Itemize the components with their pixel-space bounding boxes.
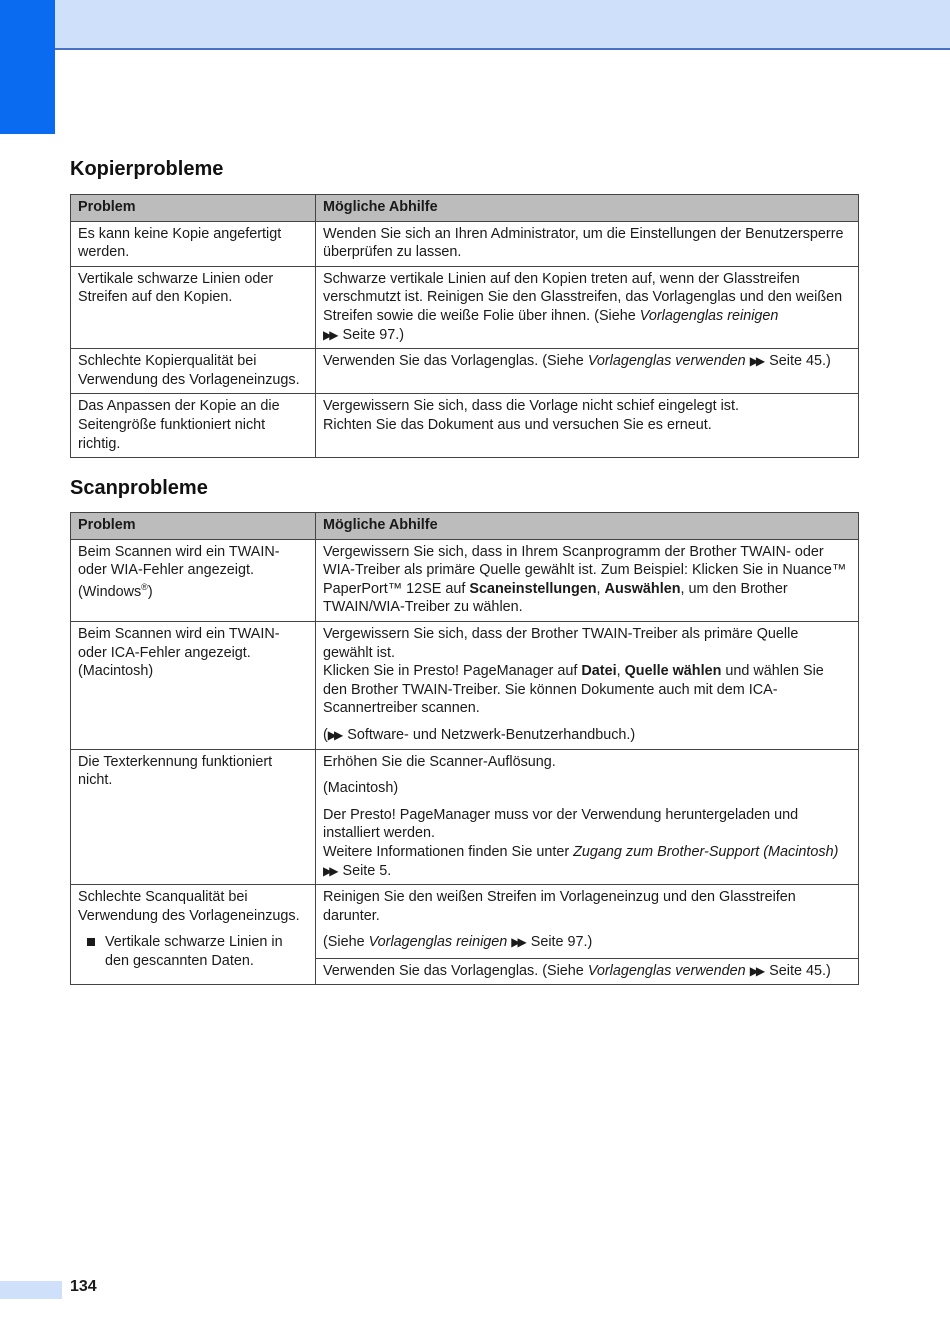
- remedy-cell: Vergewissern Sie sich, dass in Ihrem Scanprogramm der Brother TWAIN- oder WIA-Treiber als primäre Quelle gewählt ist. Zum Beispiel: Klicken Sie in Nuance™ PaperPort™ 12SE auf Scaneinstellungen, Auswählen, um den Brother TWAIN/WIA-Treiber zu wählen.: [316, 539, 859, 621]
- problem-cell: Schlechte Scanqualität bei Verwendung des Vorlageneinzugs. Vertikale schwarze Linien in den gescannten Daten.: [71, 885, 316, 985]
- table-row: [71, 221, 859, 266]
- table-row: [71, 885, 859, 959]
- crossref-link[interactable]: Vorlagenglas reinigen: [639, 307, 779, 324]
- copy-problems-table: [70, 194, 859, 458]
- crossref-link[interactable]: Zugang zum Brother-Support (Macintosh): [573, 843, 839, 860]
- remedy-cell: Vergewissern Sie sich, dass die Vorlage nicht schief eingelegt ist. Richten Sie das Dokument aus und versuchen Sie es erneut.: [316, 394, 859, 458]
- double-arrow-icon: ▶▶: [511, 935, 524, 950]
- crossref-link[interactable]: Vorlagenglas verwenden: [587, 962, 746, 979]
- double-arrow-icon: ▶▶: [749, 354, 763, 369]
- remedy-cell: Schwarze vertikale Linien auf den Kopien treten auf, wenn der Glasstreifen verschmutzt ist. Reinigen Sie den Glasstreifen, das Vorlagenglas und den weißen Streifen sowie die weiße Folie über ihnen. (Siehe Vorlagenglas reinigen ▶▶ Seite 97.): [316, 266, 859, 348]
- manual-reference: Software- und Netzwerk-Benutzerhandbuch.): [347, 726, 636, 743]
- problem-cell: Beim Scannen wird ein TWAIN- oder ICA-Fehler angezeigt. (Macintosh): [71, 621, 316, 749]
- column-header-remedy: Mögliche Abhilfe: [316, 195, 859, 222]
- problem-cell: Schlechte Kopierqualität bei Verwendung des Vorlageneinzugs.: [71, 349, 316, 394]
- remedy-cell: Vergewissern Sie sich, dass der Brother TWAIN-Treiber als primäre Quelle gewählt ist. Klicken Sie in Presto! PageManager auf Datei, Quelle wählen und wählen Sie den Brother TWAIN-Treiber. Sie können Dokumente auch mit dem ICA-Scannertreiber scannen. (▶▶ Software- und Netzwerk-Benutzerhandbuch.): [316, 621, 859, 749]
- table-header-row: [71, 513, 859, 540]
- double-arrow-icon: ▶▶: [749, 963, 763, 978]
- column-header-problem: Problem: [71, 513, 316, 540]
- table-row: [71, 539, 859, 621]
- section-title-scan: Scanprobleme: [70, 477, 208, 499]
- table-row: [71, 749, 859, 885]
- problem-cell: Die Texterkennung funktioniert nicht.: [71, 749, 316, 885]
- page-number: 134: [70, 1278, 97, 1295]
- section-title-copy: Kopierprobleme: [70, 158, 224, 180]
- column-header-remedy: Mögliche Abhilfe: [316, 513, 859, 540]
- remedy-cell: Verwenden Sie das Vorlagenglas. (Siehe Vorlagenglas verwenden ▶▶ Seite 45.): [316, 958, 859, 985]
- double-arrow-icon: ▶▶: [323, 863, 336, 878]
- problem-cell: Das Anpassen der Kopie an die Seitengröße funktioniert nicht richtig.: [71, 394, 316, 458]
- chapter-tab: [0, 0, 55, 134]
- problem-cell: Beim Scannen wird ein TWAIN- oder WIA-Fehler angezeigt. (Windows®): [71, 539, 316, 621]
- double-arrow-icon: ▶▶: [323, 327, 336, 342]
- table-row: [71, 349, 859, 394]
- table-row: [71, 621, 859, 749]
- header-band: [0, 0, 950, 50]
- scan-problems-table: [70, 512, 859, 985]
- table-row: [71, 394, 859, 458]
- crossref-link[interactable]: Vorlagenglas reinigen: [368, 934, 508, 951]
- problem-cell: Es kann keine Kopie angefertigt werden.: [71, 221, 316, 266]
- bullet-square-icon: [87, 938, 95, 946]
- table-header-row: [71, 195, 859, 222]
- page-number-bar: [0, 1281, 62, 1299]
- table-row: [71, 266, 859, 348]
- remedy-cell: Wenden Sie sich an Ihren Administrator, um die Einstellungen der Benutzersperre überprüfen zu lassen.: [316, 221, 859, 266]
- problem-cell: Vertikale schwarze Linien oder Streifen auf den Kopien.: [71, 266, 316, 348]
- remedy-cell: Reinigen Sie den weißen Streifen im Vorlageneinzug und den Glasstreifen darunter. (Siehe Vorlagenglas reinigen ▶▶ Seite 97.): [316, 885, 859, 959]
- column-header-problem: Problem: [71, 195, 316, 222]
- double-arrow-icon: ▶▶: [327, 727, 341, 742]
- remedy-cell: Verwenden Sie das Vorlagenglas. (Siehe Vorlagenglas verwenden ▶▶ Seite 45.): [316, 349, 859, 394]
- remedy-cell: Erhöhen Sie die Scanner-Auflösung. (Macintosh) Der Presto! PageManager muss vor der Verwendung heruntergeladen und installiert werden. Weitere Informationen finden Sie unter Zugang zum Brother-Support (Macintosh) ▶▶ Seite 5.: [316, 749, 859, 885]
- list-item: Vertikale schwarze Linien in den gescannten Daten.: [78, 933, 308, 970]
- crossref-link[interactable]: Vorlagenglas verwenden: [587, 353, 746, 370]
